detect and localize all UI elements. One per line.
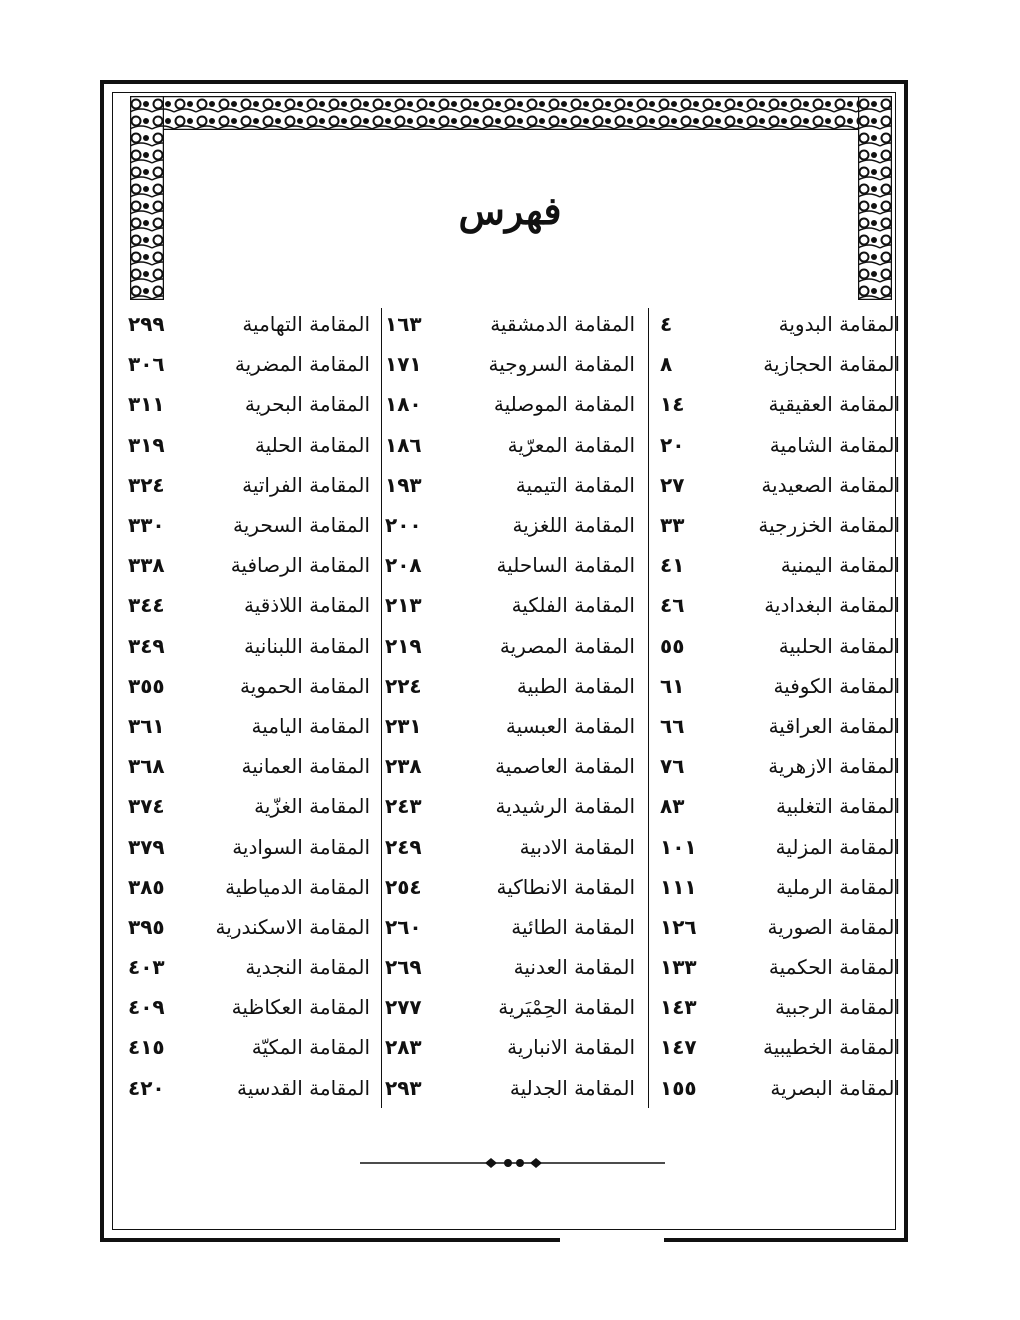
entry-title: المقامة التيمية xyxy=(515,472,635,497)
index-entry xyxy=(385,947,635,987)
entry-page-number: ٢٧٧ xyxy=(385,995,422,1020)
entry-title: المقامة الرشيدية xyxy=(495,794,635,819)
entry-page-number: ٣٧٩ xyxy=(128,834,165,859)
entry-page-number: ٣٠٦ xyxy=(128,352,165,377)
entry-page-number: ١٦٣ xyxy=(385,312,422,337)
entry-title: المقامة الحِمْيَرية xyxy=(498,995,635,1020)
entry-title: المقامة السروجية xyxy=(488,352,635,377)
page-title: فهرس xyxy=(458,188,562,233)
entry-page-number: ٧٦ xyxy=(660,754,685,779)
entry-title: المقامة الانطاكية xyxy=(496,874,635,899)
index-entry xyxy=(385,585,635,625)
index-entry xyxy=(660,1068,900,1108)
column-divider xyxy=(381,308,382,1108)
index-entry xyxy=(660,384,900,424)
entry-page-number: ١٠١ xyxy=(660,834,697,859)
index-entry xyxy=(128,585,370,625)
entry-title: المقامة العراقية xyxy=(768,713,900,738)
index-column-2 xyxy=(385,304,635,1108)
entry-page-number: ٣١١ xyxy=(128,392,165,417)
entry-title: المقامة الفراتية xyxy=(242,472,370,497)
entry-title: المقامة الازهرية xyxy=(768,754,900,779)
index-entry xyxy=(385,505,635,545)
entry-page-number: ٢٠٨ xyxy=(385,553,422,578)
entry-page-number: ٢٧ xyxy=(660,472,685,497)
index-entry xyxy=(385,465,635,505)
index-entry xyxy=(660,706,900,746)
entry-title: المقامة اليمنية xyxy=(780,553,900,578)
entry-page-number: ٣٨٥ xyxy=(128,874,165,899)
entry-title: المقامة الصورية xyxy=(767,914,900,939)
entry-page-number: ٣٣ xyxy=(660,513,685,538)
index-entry xyxy=(385,666,635,706)
index-entry xyxy=(660,666,900,706)
entry-title: المقامة القدسية xyxy=(237,1075,370,1100)
entry-page-number: ١٣٣ xyxy=(660,955,697,980)
entry-title: المقامة الطائية xyxy=(511,914,635,939)
entry-page-number: ٣٧٤ xyxy=(128,794,165,819)
entry-title: المقامة العقيقية xyxy=(768,392,900,417)
entry-title: المقامة المعرّية xyxy=(507,432,635,457)
index-entry xyxy=(128,505,370,545)
index-entry xyxy=(660,344,900,384)
entry-title: المقامة اللغزية xyxy=(512,513,635,538)
index-entry xyxy=(660,826,900,866)
entry-page-number: ٢٠٠ xyxy=(385,513,422,538)
entry-title: المقامة الحموية xyxy=(240,673,370,698)
entry-title: المقامة المكيّة xyxy=(251,1035,370,1060)
index-entry xyxy=(128,344,370,384)
entry-page-number: ٤ xyxy=(660,312,673,337)
index-entry xyxy=(128,1068,370,1108)
entry-page-number: ١٢٦ xyxy=(660,914,697,939)
entry-page-number: ٤٦ xyxy=(660,593,685,618)
index-entry xyxy=(385,987,635,1027)
entry-page-number: ٨٣ xyxy=(660,794,685,819)
entry-title: المقامة التهامية xyxy=(242,312,370,337)
index-entry xyxy=(128,425,370,465)
entry-title: المقامة البدوية xyxy=(778,312,900,337)
index-entry xyxy=(128,1027,370,1067)
entry-page-number: ١٨٦ xyxy=(385,432,422,457)
entry-page-number: ٣٤٩ xyxy=(128,633,165,658)
index-entry xyxy=(128,465,370,505)
column-divider xyxy=(648,308,649,1108)
entry-title: المقامة المضرية xyxy=(234,352,370,377)
index-entry xyxy=(660,786,900,826)
entry-title: المقامة العكاظية xyxy=(231,995,370,1020)
index-entry xyxy=(385,545,635,585)
index-entry xyxy=(128,384,370,424)
entry-page-number: ٢٤٩ xyxy=(385,834,422,859)
index-entry xyxy=(660,987,900,1027)
entry-page-number: ٣٦١ xyxy=(128,713,165,738)
entry-title: المقامة المصرية xyxy=(499,633,635,658)
entry-page-number: ٤٠٩ xyxy=(128,995,165,1020)
index-entry xyxy=(385,907,635,947)
entry-page-number: ١٤٣ xyxy=(660,995,697,1020)
index-entry xyxy=(660,545,900,585)
entry-page-number: ٢٣٨ xyxy=(385,754,422,779)
entry-title: المقامة العبسية xyxy=(505,713,635,738)
entry-title: المقامة الدمشقية xyxy=(490,312,635,337)
entry-page-number: ٣٣٠ xyxy=(128,513,165,538)
entry-page-number: ١٧١ xyxy=(385,352,422,377)
entry-page-number: ١٨٠ xyxy=(385,392,422,417)
entry-page-number: ٤١ xyxy=(660,553,685,578)
entry-page-number: ٢١٣ xyxy=(385,593,422,618)
entry-page-number: ٢٢٤ xyxy=(385,673,422,698)
entry-page-number: ٢٩٩ xyxy=(128,312,165,337)
entry-title: المقامة الشامية xyxy=(769,432,900,457)
entry-title: المقامة الساحلية xyxy=(496,553,635,578)
entry-page-number: ٢٨٣ xyxy=(385,1035,422,1060)
entry-page-number: ٢٠ xyxy=(660,432,685,457)
entry-title: المقامة اليامية xyxy=(251,713,370,738)
ornamental-top-border xyxy=(130,96,892,130)
index-entry xyxy=(128,826,370,866)
index-entry xyxy=(385,344,635,384)
index-entry xyxy=(128,947,370,987)
entry-page-number: ٢١٩ xyxy=(385,633,422,658)
index-entry xyxy=(128,907,370,947)
entry-title: المقامة السوادية xyxy=(232,834,370,859)
entry-page-number: ١١١ xyxy=(660,874,697,899)
entry-title: المقامة الجدلية xyxy=(509,1075,635,1100)
entry-title: المقامة العمانية xyxy=(241,754,370,779)
entry-page-number: ١٥٥ xyxy=(660,1075,697,1100)
entry-title: المقامة الكوفية xyxy=(773,673,900,698)
index-entry xyxy=(128,666,370,706)
entry-page-number: ٢٥٤ xyxy=(385,874,422,899)
entry-title: المقامة النجدية xyxy=(245,955,370,980)
entry-title: المقامة الموصلية xyxy=(493,392,635,417)
entry-page-number: ٤٠٣ xyxy=(128,955,165,980)
entry-title: المقامة البحرية xyxy=(244,392,370,417)
entry-title: المقامة التغلبية xyxy=(776,794,900,819)
entry-title: المقامة الاسكندرية xyxy=(215,914,370,939)
entry-title: المقامة المزلية xyxy=(775,834,900,859)
index-entry xyxy=(128,987,370,1027)
entry-page-number: ٨ xyxy=(660,352,673,377)
entry-page-number: ٢٩٣ xyxy=(385,1075,422,1100)
index-column-3 xyxy=(128,304,370,1108)
index-entry xyxy=(385,384,635,424)
index-entry xyxy=(128,746,370,786)
index-entry xyxy=(128,786,370,826)
entry-page-number: ٢٦٠ xyxy=(385,914,422,939)
entry-page-number: ٢٦٩ xyxy=(385,955,422,980)
index-entry xyxy=(385,786,635,826)
index-entry xyxy=(128,626,370,666)
entry-title: المقامة الخطيبية xyxy=(762,1035,900,1060)
entry-title: المقامة الغزّية xyxy=(254,794,370,819)
index-entry xyxy=(660,425,900,465)
index-entry xyxy=(128,545,370,585)
entry-page-number: ٤٢٠ xyxy=(128,1075,165,1100)
index-entry xyxy=(660,867,900,907)
closing-ornament xyxy=(360,1156,665,1170)
index-column-1 xyxy=(660,304,900,1108)
entry-page-number: ٦١ xyxy=(660,673,685,698)
index-entry xyxy=(660,505,900,545)
entry-page-number: ٤١٥ xyxy=(128,1035,165,1060)
entry-title: المقامة العدنية xyxy=(513,955,635,980)
entry-page-number: ١٤٧ xyxy=(660,1035,697,1060)
entry-page-number: ٣٥٥ xyxy=(128,673,165,698)
index-entry xyxy=(660,465,900,505)
index-entry xyxy=(660,626,900,666)
entry-title: المقامة الرملية xyxy=(776,874,900,899)
entry-title: المقامة الحكمية xyxy=(768,955,900,980)
entry-title: المقامة اللاذقية xyxy=(243,593,370,618)
entry-page-number: ١٤ xyxy=(660,392,685,417)
index-entry xyxy=(660,1027,900,1067)
index-entry xyxy=(385,1027,635,1067)
entry-title: المقامة البغدادية xyxy=(764,593,900,618)
entry-title: المقامة الصعيدية xyxy=(761,472,900,497)
index-entry xyxy=(128,304,370,344)
index-entry xyxy=(385,826,635,866)
entry-page-number: ٢٣١ xyxy=(385,713,422,738)
entry-page-number: ٣٣٨ xyxy=(128,553,165,578)
entry-page-number: ٣١٩ xyxy=(128,432,165,457)
entry-page-number: ٣٩٥ xyxy=(128,914,165,939)
border-gap xyxy=(560,1232,664,1246)
index-entry xyxy=(385,867,635,907)
index-entry xyxy=(385,706,635,746)
entry-page-number: ٣٤٤ xyxy=(128,593,165,618)
entry-title: المقامة اللبنانية xyxy=(244,633,370,658)
entry-title: المقامة العاصمية xyxy=(495,754,635,779)
index-entry xyxy=(385,425,635,465)
index-entry xyxy=(385,626,635,666)
entry-title: المقامة الانبارية xyxy=(507,1035,635,1060)
index-entry xyxy=(660,746,900,786)
entry-page-number: ٦٦ xyxy=(660,713,685,738)
entry-page-number: ٣٦٨ xyxy=(128,754,165,779)
entry-title: المقامة الطبية xyxy=(516,673,635,698)
entry-page-number: ٥٥ xyxy=(660,633,685,658)
entry-title: المقامة البصرية xyxy=(770,1075,900,1100)
entry-title: المقامة الرصافية xyxy=(230,553,370,578)
entry-title: المقامة الحجازية xyxy=(763,352,900,377)
entry-title: المقامة الفلكية xyxy=(511,593,635,618)
entry-page-number: ٢٤٣ xyxy=(385,794,422,819)
index-entry xyxy=(660,585,900,625)
entry-title: المقامة الدمياطية xyxy=(225,874,370,899)
index-entry xyxy=(128,867,370,907)
index-entry xyxy=(660,907,900,947)
entry-page-number: ٣٢٤ xyxy=(128,472,165,497)
entry-title: المقامة الرجبية xyxy=(774,995,900,1020)
entry-title: المقامة السحرية xyxy=(233,513,370,538)
index-entry xyxy=(660,304,900,344)
index-entry xyxy=(385,304,635,344)
entry-title: المقامة الحلبية xyxy=(778,633,900,658)
index-entry xyxy=(128,706,370,746)
entry-page-number: ١٩٣ xyxy=(385,472,422,497)
index-entry xyxy=(385,746,635,786)
index-entry xyxy=(385,1068,635,1108)
entry-title: المقامة الادبية xyxy=(519,834,635,859)
entry-title: المقامة الخزرجية xyxy=(758,513,900,538)
index-entry xyxy=(660,947,900,987)
entry-title: المقامة الحلية xyxy=(254,432,370,457)
